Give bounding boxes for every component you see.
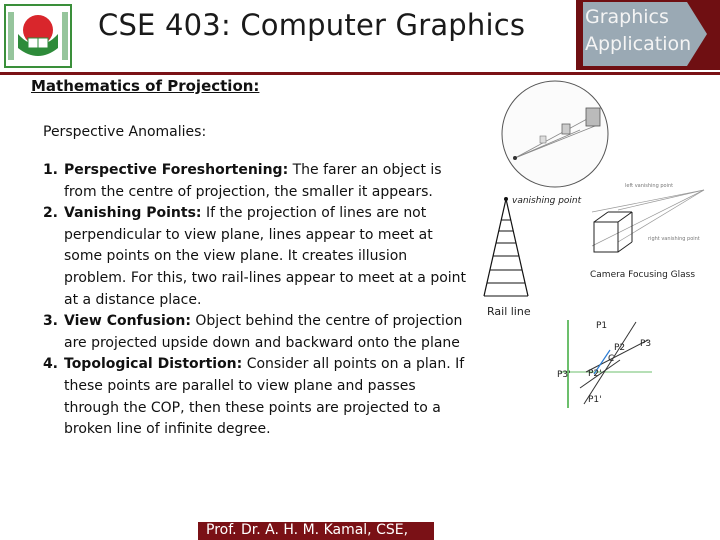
right-vanishing-point-label: right vanishing point bbox=[648, 236, 700, 242]
point-label: P2 bbox=[614, 343, 626, 353]
point-label: P1' bbox=[588, 395, 602, 405]
section-tag-line2: Application bbox=[585, 33, 692, 55]
item-term: Vanishing Points: bbox=[64, 205, 202, 222]
left-vanishing-point-label: left vanishing point bbox=[625, 183, 674, 189]
list-item bbox=[22, 354, 472, 440]
item-text: Object behind the centre of projection are projected upside down and backward onto the plane bbox=[64, 313, 463, 351]
section-tag-line1: Graphics bbox=[585, 6, 669, 28]
cop-label: C bbox=[608, 354, 615, 364]
item-term: Perspective Foreshortening: bbox=[64, 162, 289, 178]
slide-title: CSE 403: Computer Graphics bbox=[98, 8, 526, 42]
foreshortening-figure bbox=[500, 78, 610, 190]
item-text: The farer an object is from the centre of projection, the smaller it appears. bbox=[64, 162, 442, 200]
point-label: P3' bbox=[557, 370, 571, 380]
vanishing-point-label: vanishing point bbox=[512, 196, 582, 206]
header-divider bbox=[0, 72, 720, 75]
item-number: 1. bbox=[42, 162, 58, 178]
anomaly-list bbox=[22, 160, 472, 441]
list-item bbox=[22, 160, 472, 203]
item-number: 4. bbox=[42, 356, 58, 373]
item-text: If the projection of lines are not perpendicular to view plane, lines appear to meet at some points on the view plane. It creates illusion problem. For this, two rail-lines appear to meet at a point at a distance place. bbox=[64, 205, 467, 308]
footer-text: Prof. Dr. A. H. M. Kamal, CSE, bbox=[206, 522, 409, 538]
point-label: P2' bbox=[588, 369, 602, 379]
topological-distortion-figure bbox=[556, 316, 680, 412]
point-label: P1 bbox=[596, 321, 608, 331]
two-point-perspective-figure bbox=[588, 182, 708, 268]
rail-line-caption: Rail line bbox=[487, 305, 531, 318]
item-number: 3. bbox=[42, 313, 58, 330]
list-item bbox=[22, 203, 472, 311]
subsection-heading: Perspective Anomalies: bbox=[43, 124, 207, 140]
section-tag bbox=[585, 4, 691, 58]
section-heading: Mathematics of Projection: bbox=[31, 77, 260, 95]
camera-focusing-glass-caption: Camera Focusing Glass bbox=[590, 270, 696, 280]
point-label: P3 bbox=[640, 339, 652, 349]
rail-line-figure bbox=[470, 190, 560, 302]
item-number: 2. bbox=[42, 205, 58, 222]
university-logo bbox=[4, 4, 72, 68]
item-term: View Confusion: bbox=[64, 313, 191, 330]
item-text: Consider all points on a plan. If these points are parallel to view plane and passes through the COP, then these points are projected to a broken line of infinite degree. bbox=[64, 356, 465, 438]
item-term: Topological Distortion: bbox=[64, 356, 243, 373]
list-item bbox=[22, 311, 472, 354]
